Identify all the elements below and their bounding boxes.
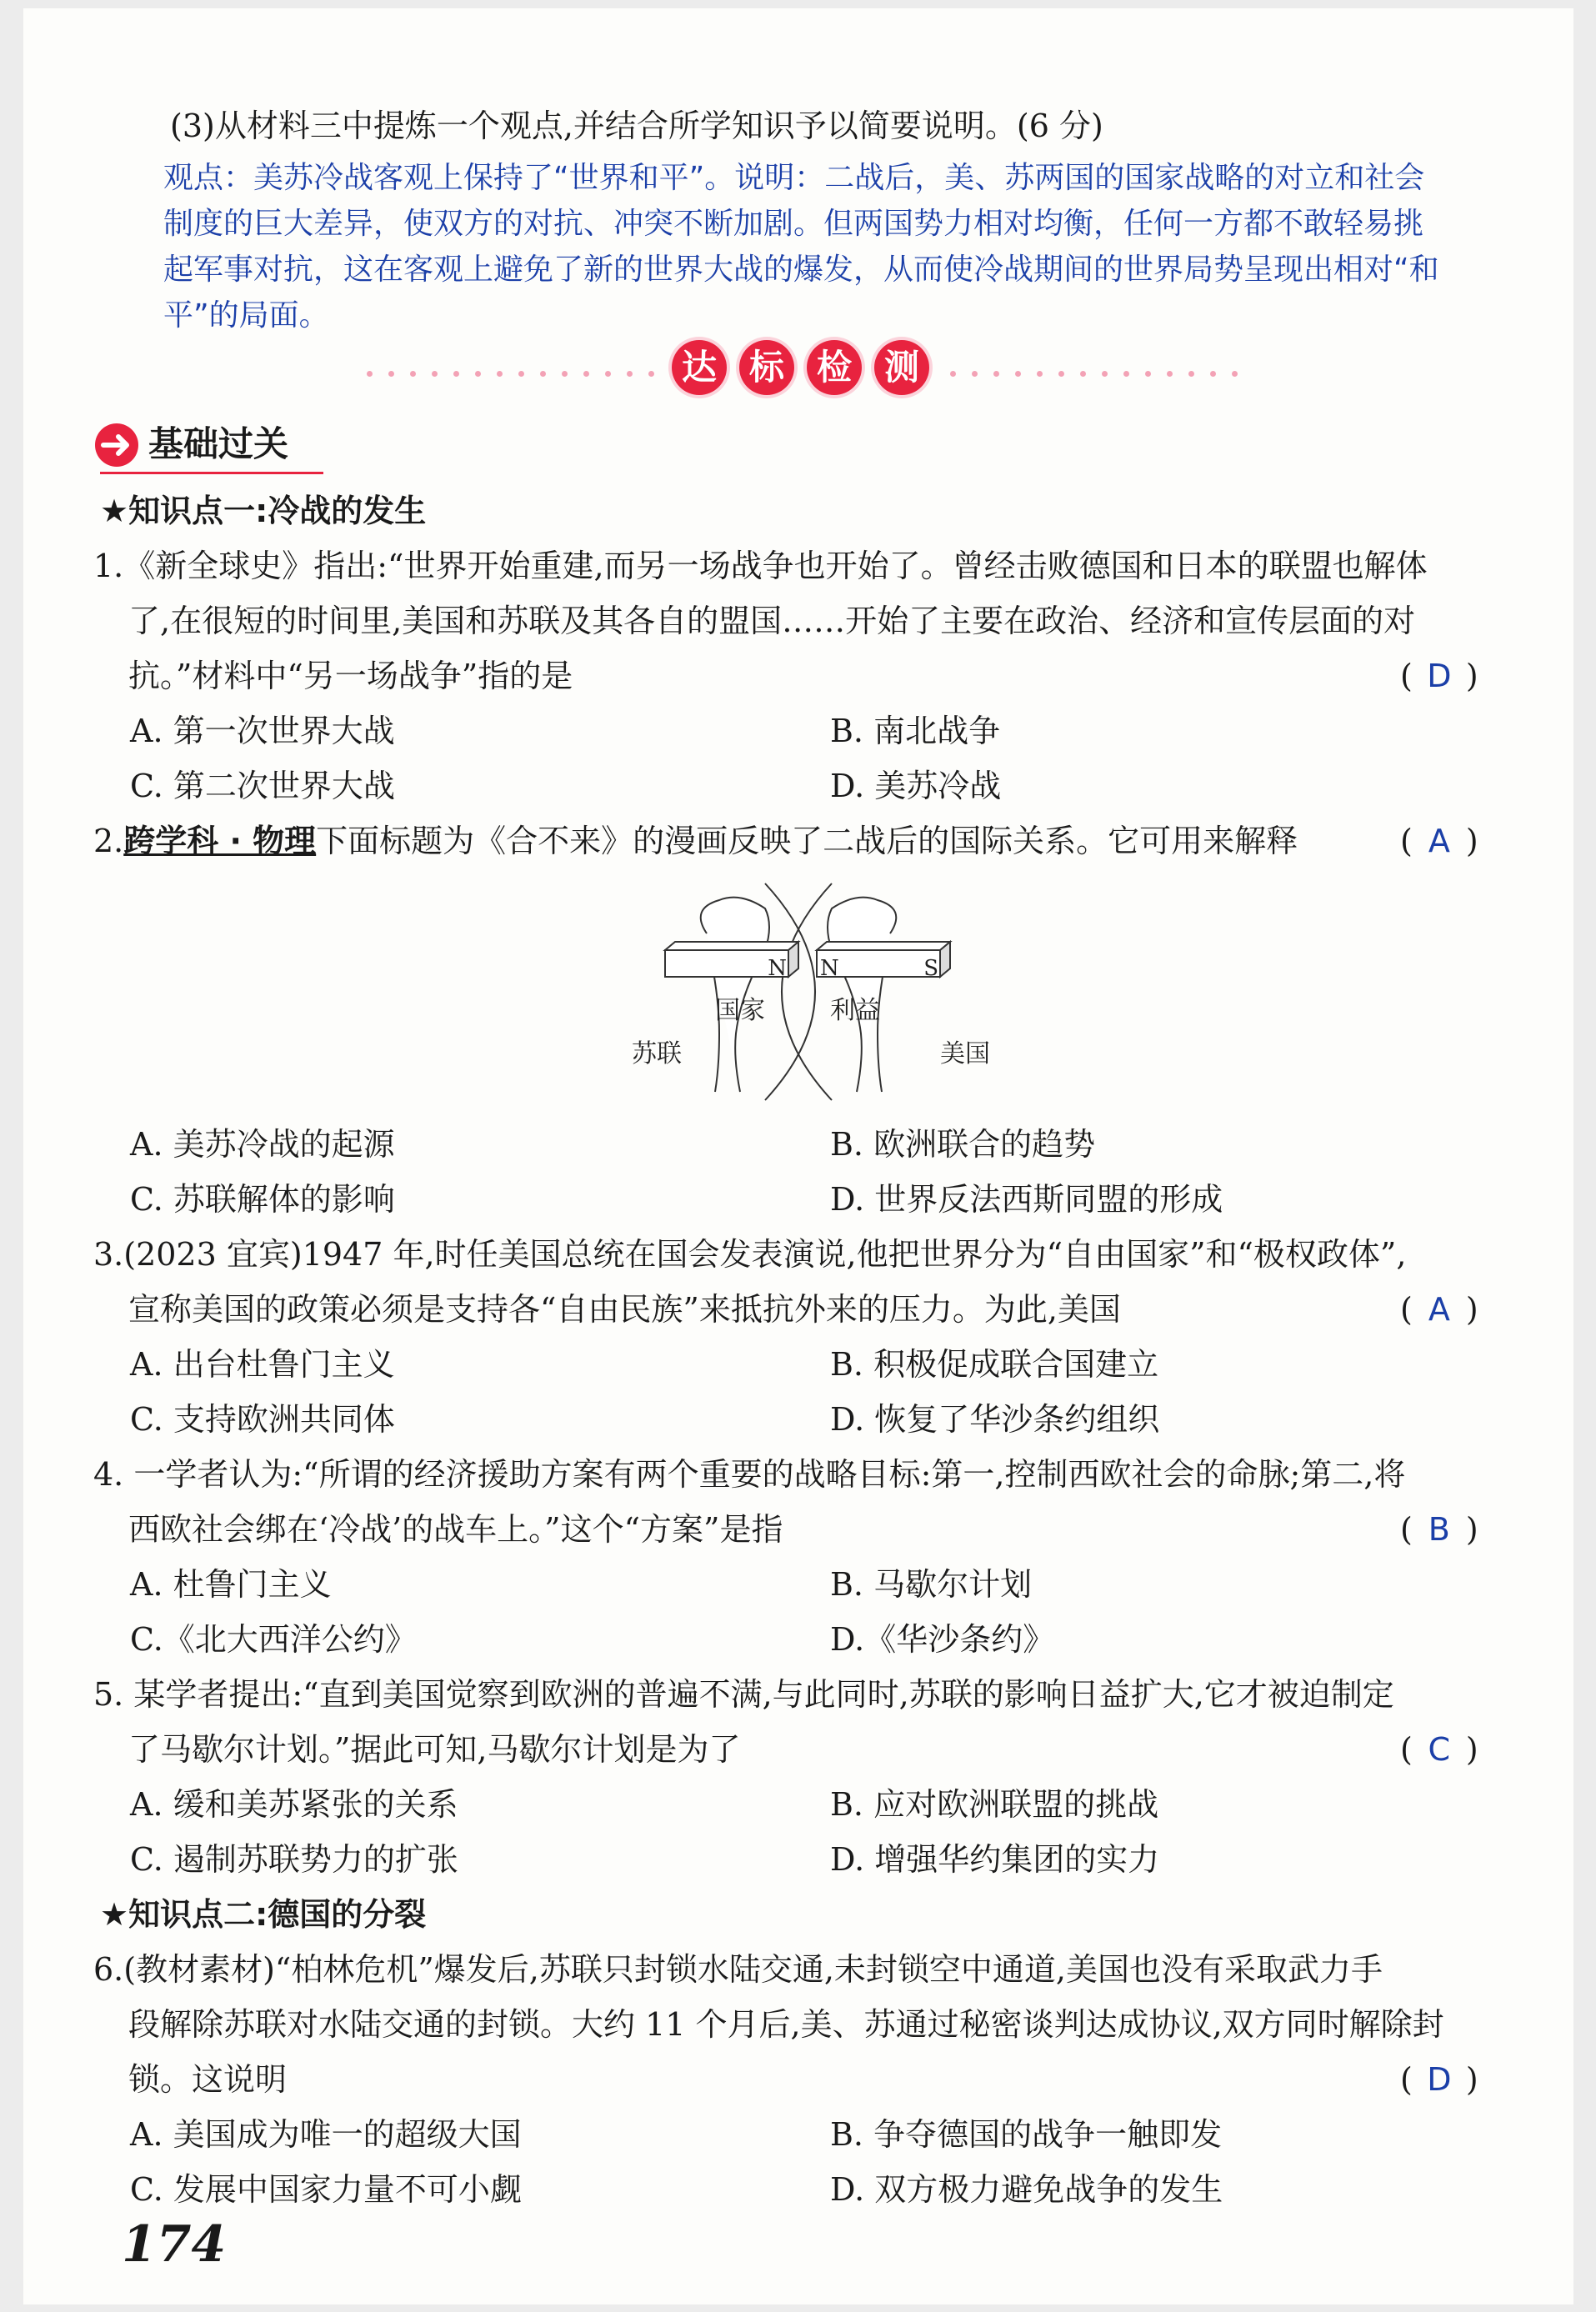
page-number: 174: [122, 2215, 227, 2274]
section-underline: [100, 472, 323, 474]
answer-letter: D: [1427, 658, 1452, 694]
question-line: 锁。这说明: [128, 2061, 288, 2098]
option-a: A. 第一次世界大战: [130, 713, 395, 749]
option-d: D. 双方极力避免战争的发生: [830, 2171, 1223, 2208]
option-d: D. 世界反法西斯同盟的形成: [830, 1181, 1223, 1218]
question-line: 西欧社会绑在‘冷战’的战车上。”这个“方案”是指: [128, 1511, 783, 1548]
cartoon-label-left: 苏联: [632, 1039, 682, 1068]
section-title: 基础过关: [148, 423, 289, 464]
cartoon-image: [632, 875, 1007, 1108]
knowledge-point-title: ★知识点一:冷战的发生: [100, 493, 427, 529]
question-line: 抗。”材料中“另一场战争”指的是: [128, 658, 573, 694]
cross-subject-tag: 跨学科 · 物理: [123, 823, 317, 859]
option-d: D.《华沙条约》: [830, 1621, 1055, 1658]
answer-bracket: ( A ): [1400, 813, 1478, 868]
option-a: A. 美苏冷战的起源: [130, 1126, 395, 1163]
cartoon-text-right: 利益: [830, 996, 880, 1025]
question-3: [93, 1227, 1406, 1337]
answer-line: 起军事对抗，这在客观上避免了新的世界大战的爆发，从而使冷战期间的世界局势呈现出相对“和: [163, 253, 1439, 287]
banner-dots-right: [950, 364, 1300, 371]
option-d: D. 增强华约集团的实力: [830, 1841, 1160, 1878]
banner-char: 检: [807, 340, 862, 395]
option-d: D. 美苏冷战: [830, 768, 1002, 804]
answer-bracket: ( B ): [1400, 1502, 1478, 1557]
banner-char: 测: [874, 340, 929, 395]
pole-n-left: N: [768, 956, 787, 981]
answer-letter: D: [1427, 2061, 1452, 2098]
answer-letter: A: [1428, 1291, 1450, 1328]
option-b: B. 积极促成联合国建立: [830, 1346, 1159, 1383]
question-2: [93, 813, 1298, 868]
option-a: A. 美国成为唯一的超级大国: [130, 2116, 522, 2153]
answer-bracket: ( A ): [1400, 1282, 1478, 1337]
option-d: D. 恢复了华沙条约组织: [830, 1401, 1160, 1438]
pole-s: S: [923, 956, 938, 981]
option-c: C. 支持欧洲共同体: [130, 1401, 395, 1438]
arrow-icon: [95, 423, 138, 467]
cartoon-label-right: 美国: [940, 1039, 990, 1068]
answer-letter: A: [1428, 823, 1450, 859]
question-line: 3.(2023 宜宾)1947 年,时任美国总统在国会发表演说,他把世界分为“自由国家”和“极权政体”,: [93, 1236, 1407, 1273]
answer-line: 平”的局面。: [163, 298, 329, 333]
sub-question-prompt: (3)从材料三中提炼一个观点,并结合所学知识予以简要说明。(6 分): [170, 108, 1103, 144]
option-c: C. 苏联解体的影响: [130, 1181, 395, 1218]
answer-bracket: ( D ): [1400, 648, 1478, 703]
question-5: [93, 1667, 1394, 1777]
option-b: B. 争夺德国的战争一触即发: [830, 2116, 1223, 2153]
question-line: 4. 一学者认为:“所谓的经济援助方案有两个重要的战略目标:第一,控制西欧社会的命脉;第二,将: [93, 1456, 1406, 1493]
question-number: 2.: [93, 823, 124, 859]
option-c: C. 发展中国家力量不可小觑: [130, 2171, 522, 2208]
question-6: [93, 1942, 1444, 2107]
model-answer: [163, 155, 1439, 338]
option-c: C. 第二次世界大战: [130, 768, 395, 804]
question-line: 了,在很短的时间里,美国和苏联及其各自的盟国……开始了主要在政治、经济和宣传层面的对: [128, 603, 1416, 639]
cartoon-drawing: [632, 875, 1007, 1108]
question-line: 段解除苏联对水陆交通的封锁。大约 11 个月后,美、苏通过秘密谈判达成协议,双方同时解除封: [128, 2006, 1444, 2043]
pole-n-right: N: [820, 956, 839, 981]
question-line: 6.(教材素材)“柏林危机”爆发后,苏联只封锁水陆交通,未封锁空中通道,美国也没有采取武力手: [93, 1951, 1383, 1988]
answer-bracket: ( D ): [1400, 2052, 1478, 2107]
option-b: B. 南北战争: [830, 713, 1001, 749]
answer-bracket: ( C ): [1400, 1722, 1478, 1777]
knowledge-point-title: ★知识点二:德国的分裂: [100, 1896, 427, 1933]
question-line: 了马歇尔计划。”据此可知,马歇尔计划是为了: [128, 1731, 741, 1768]
question-line: 下面标题为《合不来》的漫画反映了二战后的国际关系。它可用来解释: [316, 823, 1298, 859]
answer-letter: B: [1428, 1511, 1450, 1548]
question-line: 5. 某学者提出:“直到美国觉察到欧洲的普遍不满,与此同时,苏联的影响日益扩大,它才被迫制定: [93, 1676, 1394, 1713]
question-line: 1.《新全球史》指出:“世界开始重建,而另一场战争也开始了。曾经击败德国和日本的联盟也解体: [93, 548, 1428, 584]
page: [23, 8, 1573, 2304]
question-4: [93, 1447, 1405, 1557]
option-a: A. 杜鲁门主义: [130, 1566, 332, 1603]
option-c: C.《北大西洋公约》: [130, 1621, 417, 1658]
banner-char: 达: [672, 340, 727, 395]
option-a: A. 缓和美苏紧张的关系: [130, 1786, 458, 1823]
question-1: [93, 538, 1428, 703]
option-a: A. 出台杜鲁门主义: [130, 1346, 395, 1383]
banner-dots-left: [367, 364, 683, 371]
option-b: B. 欧洲联合的趋势: [830, 1126, 1096, 1163]
option-b: B. 应对欧洲联盟的挑战: [830, 1786, 1159, 1823]
banner-char: 标: [739, 340, 794, 395]
option-b: B. 马歇尔计划: [830, 1566, 1033, 1603]
cartoon-text-left: 国家: [715, 996, 765, 1025]
answer-line: 观点：美苏冷战客观上保持了“世界和平”。说明：二战后，美、苏两国的国家战略的对立和社会: [163, 161, 1425, 195]
answer-letter: C: [1428, 1731, 1451, 1768]
answer-line: 制度的巨大差异，使双方的对抗、冲突不断加剧。但两国势力相对均衡，任何一方都不敢轻易挑: [163, 207, 1424, 241]
option-c: C. 遏制苏联势力的扩张: [130, 1841, 458, 1878]
question-line: 宣称美国的政策必须是支持各“自由民族”来抵抗外来的压力。为此,美国: [128, 1291, 1121, 1328]
